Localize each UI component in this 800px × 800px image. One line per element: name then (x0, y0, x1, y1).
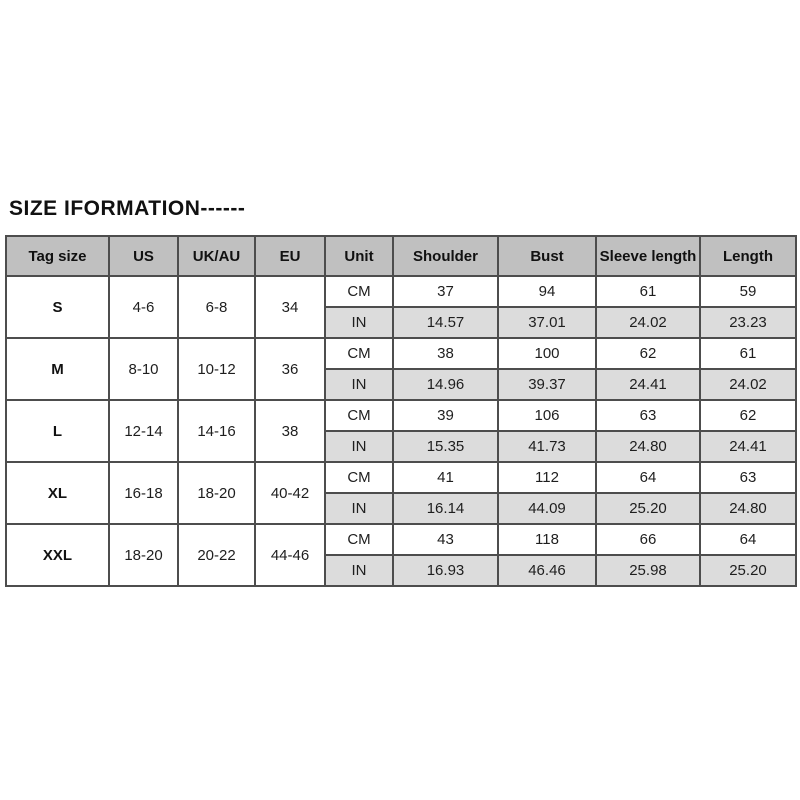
bust-cm-cell: 100 (498, 338, 596, 369)
shoulder-in-cell: 16.14 (393, 493, 498, 524)
size-row-m-cm (6, 338, 796, 369)
size-row-s-cm (6, 276, 796, 307)
length-in-cell: 25.20 (700, 555, 796, 586)
header-row (6, 236, 796, 276)
unit-cell: IN (325, 431, 393, 462)
shoulder-cm-cell: 39 (393, 400, 498, 431)
sleeve-length-in-cell: 25.20 (596, 493, 700, 524)
sleeve-length-cm-cell: 63 (596, 400, 700, 431)
unit-cell: IN (325, 493, 393, 524)
tag-size-cell: XXL (6, 524, 109, 586)
page-title: SIZE IFORMATION------ (9, 197, 246, 220)
length-cm-cell: 61 (700, 338, 796, 369)
uk-au-size-cell: 20-22 (178, 524, 255, 586)
size-row-xl-cm (6, 462, 796, 493)
sleeve-length-cm-cell: 64 (596, 462, 700, 493)
shoulder-in-cell: 14.96 (393, 369, 498, 400)
column-header-shoulder: Shoulder (393, 236, 498, 276)
eu-size-cell: 40-42 (255, 462, 325, 524)
us-size-cell: 12-14 (109, 400, 178, 462)
us-size-cell: 4-6 (109, 276, 178, 338)
column-header-bust: Bust (498, 236, 596, 276)
unit-cell: IN (325, 307, 393, 338)
uk-au-size-cell: 18-20 (178, 462, 255, 524)
sleeve-length-in-cell: 24.41 (596, 369, 700, 400)
unit-cell: CM (325, 400, 393, 431)
column-header-uk-au: UK/AU (178, 236, 255, 276)
column-header-sleeve-length: Sleeve length (596, 236, 700, 276)
length-in-cell: 23.23 (700, 307, 796, 338)
bust-in-cell: 39.37 (498, 369, 596, 400)
uk-au-size-cell: 6-8 (178, 276, 255, 338)
unit-cell: CM (325, 338, 393, 369)
bust-cm-cell: 112 (498, 462, 596, 493)
shoulder-in-cell: 14.57 (393, 307, 498, 338)
us-size-cell: 18-20 (109, 524, 178, 586)
unit-cell: CM (325, 276, 393, 307)
us-size-cell: 16-18 (109, 462, 178, 524)
bust-in-cell: 46.46 (498, 555, 596, 586)
size-chart-table (5, 235, 797, 587)
shoulder-in-cell: 16.93 (393, 555, 498, 586)
eu-size-cell: 36 (255, 338, 325, 400)
tag-size-cell: S (6, 276, 109, 338)
uk-au-size-cell: 10-12 (178, 338, 255, 400)
tag-size-cell: L (6, 400, 109, 462)
eu-size-cell: 34 (255, 276, 325, 338)
sleeve-length-cm-cell: 62 (596, 338, 700, 369)
length-cm-cell: 59 (700, 276, 796, 307)
column-header-unit: Unit (325, 236, 393, 276)
bust-cm-cell: 94 (498, 276, 596, 307)
bust-in-cell: 44.09 (498, 493, 596, 524)
sleeve-length-in-cell: 24.80 (596, 431, 700, 462)
shoulder-in-cell: 15.35 (393, 431, 498, 462)
length-cm-cell: 62 (700, 400, 796, 431)
sleeve-length-in-cell: 25.98 (596, 555, 700, 586)
uk-au-size-cell: 14-16 (178, 400, 255, 462)
unit-cell: CM (325, 462, 393, 493)
length-in-cell: 24.80 (700, 493, 796, 524)
eu-size-cell: 44-46 (255, 524, 325, 586)
sleeve-length-in-cell: 24.02 (596, 307, 700, 338)
eu-size-cell: 38 (255, 400, 325, 462)
bust-cm-cell: 118 (498, 524, 596, 555)
length-in-cell: 24.41 (700, 431, 796, 462)
bust-in-cell: 37.01 (498, 307, 596, 338)
column-header-length: Length (700, 236, 796, 276)
length-cm-cell: 64 (700, 524, 796, 555)
size-row-xxl-cm (6, 524, 796, 555)
unit-cell: IN (325, 555, 393, 586)
unit-cell: IN (325, 369, 393, 400)
length-in-cell: 24.02 (700, 369, 796, 400)
sleeve-length-cm-cell: 61 (596, 276, 700, 307)
column-header-us: US (109, 236, 178, 276)
size-row-l-cm (6, 400, 796, 431)
bust-cm-cell: 106 (498, 400, 596, 431)
length-cm-cell: 63 (700, 462, 796, 493)
tag-size-cell: M (6, 338, 109, 400)
unit-cell: CM (325, 524, 393, 555)
tag-size-cell: XL (6, 462, 109, 524)
column-header-eu: EU (255, 236, 325, 276)
sleeve-length-cm-cell: 66 (596, 524, 700, 555)
shoulder-cm-cell: 41 (393, 462, 498, 493)
shoulder-cm-cell: 43 (393, 524, 498, 555)
shoulder-cm-cell: 38 (393, 338, 498, 369)
shoulder-cm-cell: 37 (393, 276, 498, 307)
us-size-cell: 8-10 (109, 338, 178, 400)
bust-in-cell: 41.73 (498, 431, 596, 462)
column-header-tag-size: Tag size (6, 236, 109, 276)
